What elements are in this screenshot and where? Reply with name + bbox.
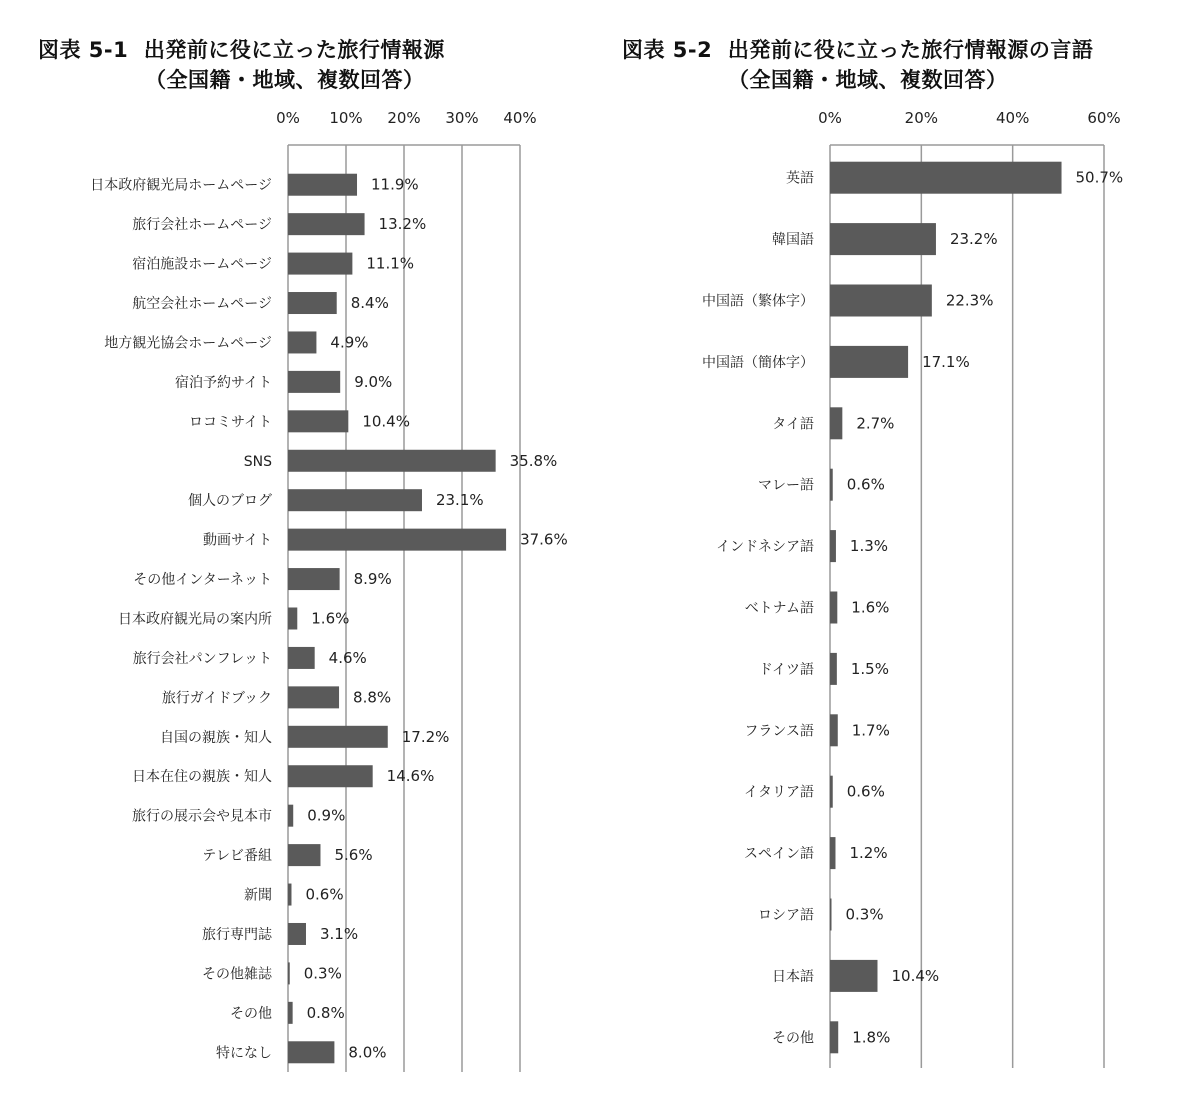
chart1-bar <box>288 923 306 945</box>
chart1-bar <box>288 647 315 669</box>
chart1-value-label: 4.9% <box>330 333 369 352</box>
chart1-tick-label: 10% <box>329 109 363 127</box>
chart2-value-label: 2.7% <box>856 414 895 433</box>
chart1-bar <box>288 884 291 906</box>
chart1-value-label: 35.8% <box>509 451 558 470</box>
chart1-value-label: 11.9% <box>371 175 419 194</box>
chart2-bar <box>830 776 833 808</box>
chart2-category-label: フランス語 <box>744 723 814 740</box>
chart2-title: 図表 5-2 出発前に役に立った旅行情報源の言語 <box>622 38 1094 62</box>
chart2-category-label: ドイツ語 <box>758 661 814 678</box>
chart1-category-label: 日本政府観光局の案内所 <box>118 611 272 628</box>
chart1-category-label: 宿泊施設ホームページ <box>132 256 272 273</box>
chart2-value-label: 1.5% <box>850 659 889 678</box>
chart1-bar <box>288 726 388 748</box>
chart2-tick-label: 40% <box>995 109 1030 127</box>
chart1-category-label: 動画サイト <box>202 532 272 549</box>
chart1-value-label: 11.1% <box>366 254 415 273</box>
chart1-bar <box>288 450 496 472</box>
chart1-bar <box>288 962 290 984</box>
chart1-tick-label: 40% <box>503 109 537 127</box>
chart1-category-label: その他インターネット <box>133 572 272 589</box>
chart2-category-label: インドネシア語 <box>716 539 814 556</box>
chart1-category-label: 旅行の展示会や見本市 <box>132 808 272 825</box>
chart2-category-label: 中国語（簡体字） <box>702 354 814 371</box>
chart2-category-label: スペイン語 <box>744 846 814 863</box>
chart1-value-label: 8.9% <box>353 570 392 589</box>
chart1-category-label: ロコミサイト <box>188 414 272 431</box>
chart2-value-label: 1.7% <box>851 721 890 740</box>
chart1-bar <box>288 410 348 432</box>
chart2-bar <box>830 346 908 378</box>
chart1-category-label: 旅行会社ホームページ <box>132 217 272 234</box>
chart2-value-label: 17.1% <box>922 352 970 371</box>
chart1-subtitle: （全国籍・地域、複数回答） <box>145 68 425 92</box>
chart1-bar <box>288 174 357 196</box>
chart1-category-label: 旅行会社パンフレット <box>132 650 272 667</box>
chart1-bar <box>288 489 422 511</box>
chart2-category-label: ロシア語 <box>758 907 814 924</box>
chart1-category-label: 航空会社ホームページ <box>132 296 272 313</box>
chart1-category-label: 日本在住の親族・知人 <box>132 769 272 786</box>
chart2-category-label: 英語 <box>786 170 814 187</box>
chart2-bar <box>830 1021 838 1053</box>
chart2-category-label: マレー語 <box>758 477 814 494</box>
chart1-bar <box>288 253 352 275</box>
chart2-value-label: 50.7% <box>1075 168 1124 187</box>
chart2-bar <box>830 530 836 562</box>
chart1-bar <box>288 292 337 314</box>
chart1-value-label: 17.2% <box>401 727 450 746</box>
chart1-tick-label: 0% <box>276 109 300 127</box>
chart2-bar <box>830 592 837 624</box>
chart2-bar <box>830 714 838 746</box>
chart1-value-label: 0.6% <box>305 885 344 904</box>
chart2-bar <box>830 407 842 439</box>
chart2-category-label: 中国語（繁体字） <box>702 293 814 310</box>
chart1-value-label: 5.6% <box>334 846 373 865</box>
chart2-value-label: 23.2% <box>949 230 998 249</box>
chart1-bar <box>288 805 293 827</box>
chart2-value-label: 1.8% <box>852 1028 891 1047</box>
chart2-bar <box>830 899 832 931</box>
chart1-value-label: 14.6% <box>386 767 435 786</box>
chart2-bar <box>830 285 932 317</box>
chart2-category-label: タイ語 <box>772 416 814 433</box>
chart1-value-label: 9.0% <box>354 372 393 391</box>
chart1-category-label: テレビ番組 <box>202 848 272 865</box>
chart1-value-label: 3.1% <box>319 924 359 943</box>
chart1-category-label: その他雑誌 <box>202 966 272 983</box>
chart2-plot <box>702 109 1123 1068</box>
chart2-category-label: ベトナム語 <box>744 600 814 617</box>
chart1-category-label: 旅行専門誌 <box>202 926 272 943</box>
chart2-value-label: 1.2% <box>849 844 888 863</box>
chart1-value-label: 37.6% <box>520 530 568 549</box>
chart1-value-label: 8.0% <box>348 1043 387 1062</box>
chart2-category-label: 韓国語 <box>772 232 814 249</box>
chart2-tick-label: 0% <box>818 109 842 127</box>
chart1-bar <box>288 1002 293 1024</box>
chart1-plot <box>90 109 567 1072</box>
chart1-bar <box>288 213 365 235</box>
chart1-value-label: 0.3% <box>303 964 342 983</box>
chart2-bar <box>830 837 835 869</box>
chart1-value-label: 0.8% <box>306 1003 345 1022</box>
chart2-value-label: 0.3% <box>845 905 884 924</box>
chart1-category-label: 日本政府観光局ホームページ <box>90 177 272 194</box>
chart1-value-label: 1.6% <box>311 609 350 628</box>
chart1-value-label: 0.9% <box>307 806 346 825</box>
chart1-value-label: 8.8% <box>353 688 392 707</box>
chart1-bar <box>288 1041 334 1063</box>
chart1-value-label: 10.4% <box>362 412 410 431</box>
chart2-tick-label: 20% <box>904 109 939 127</box>
chart2-bar <box>830 223 936 255</box>
chart1-category-label: その他 <box>230 1005 272 1022</box>
chart2-value-label: 0.6% <box>846 475 885 494</box>
chart2-value-label: 22.3% <box>945 291 994 310</box>
chart1-bar <box>288 765 373 787</box>
chart1-value-label: 8.4% <box>350 294 389 313</box>
chart1-bar <box>288 844 320 866</box>
chart2-category-label: 日本語 <box>772 968 814 985</box>
chart2-value-label: 10.4% <box>891 966 940 985</box>
chart2-bar <box>830 469 833 501</box>
chart1-tick-label: 30% <box>445 109 479 127</box>
chart1-category-label: SNS <box>243 453 272 470</box>
chart1-value-label: 23.1% <box>435 491 484 510</box>
chart2-bar <box>830 960 877 992</box>
chart1-bar <box>288 608 297 630</box>
chart2-bar <box>830 162 1062 194</box>
chart1-value-label: 4.6% <box>328 648 367 667</box>
chart1-tick-label: 20% <box>387 109 421 127</box>
chart1-bar <box>288 371 340 393</box>
chart2-bar <box>830 653 837 685</box>
chart2-value-label: 1.6% <box>851 598 890 617</box>
chart1-category-label: 自国の親族・知人 <box>160 729 272 746</box>
chart2-subtitle: （全国籍・地域、複数回答） <box>728 68 1008 92</box>
chart1-category-label: 旅行ガイドブック <box>161 690 272 707</box>
chart1-category-label: 宿泊予約サイト <box>174 374 272 391</box>
chart2-tick-label: 60% <box>1087 109 1121 127</box>
chart1-value-label: 13.2% <box>378 215 427 234</box>
chart2-value-label: 1.3% <box>849 537 889 556</box>
chart1-bar <box>288 686 339 708</box>
chart2-category-label: その他 <box>772 1030 814 1047</box>
chart2-value-label: 0.6% <box>846 782 885 801</box>
chart1-category-label: 特になし <box>216 1045 272 1062</box>
chart1-category-label: 個人のブログ <box>188 493 272 510</box>
chart1-category-label: 新聞 <box>244 887 272 904</box>
chart1-title: 図表 5-1 出発前に役に立った旅行情報源 <box>38 38 445 62</box>
chart1-bar <box>288 568 340 590</box>
chart2-category-label: イタリア語 <box>744 784 814 801</box>
chart1-category-label: 地方観光協会ホームページ <box>104 335 272 352</box>
chart1-bar <box>288 331 316 353</box>
chart1-bar <box>288 529 506 551</box>
